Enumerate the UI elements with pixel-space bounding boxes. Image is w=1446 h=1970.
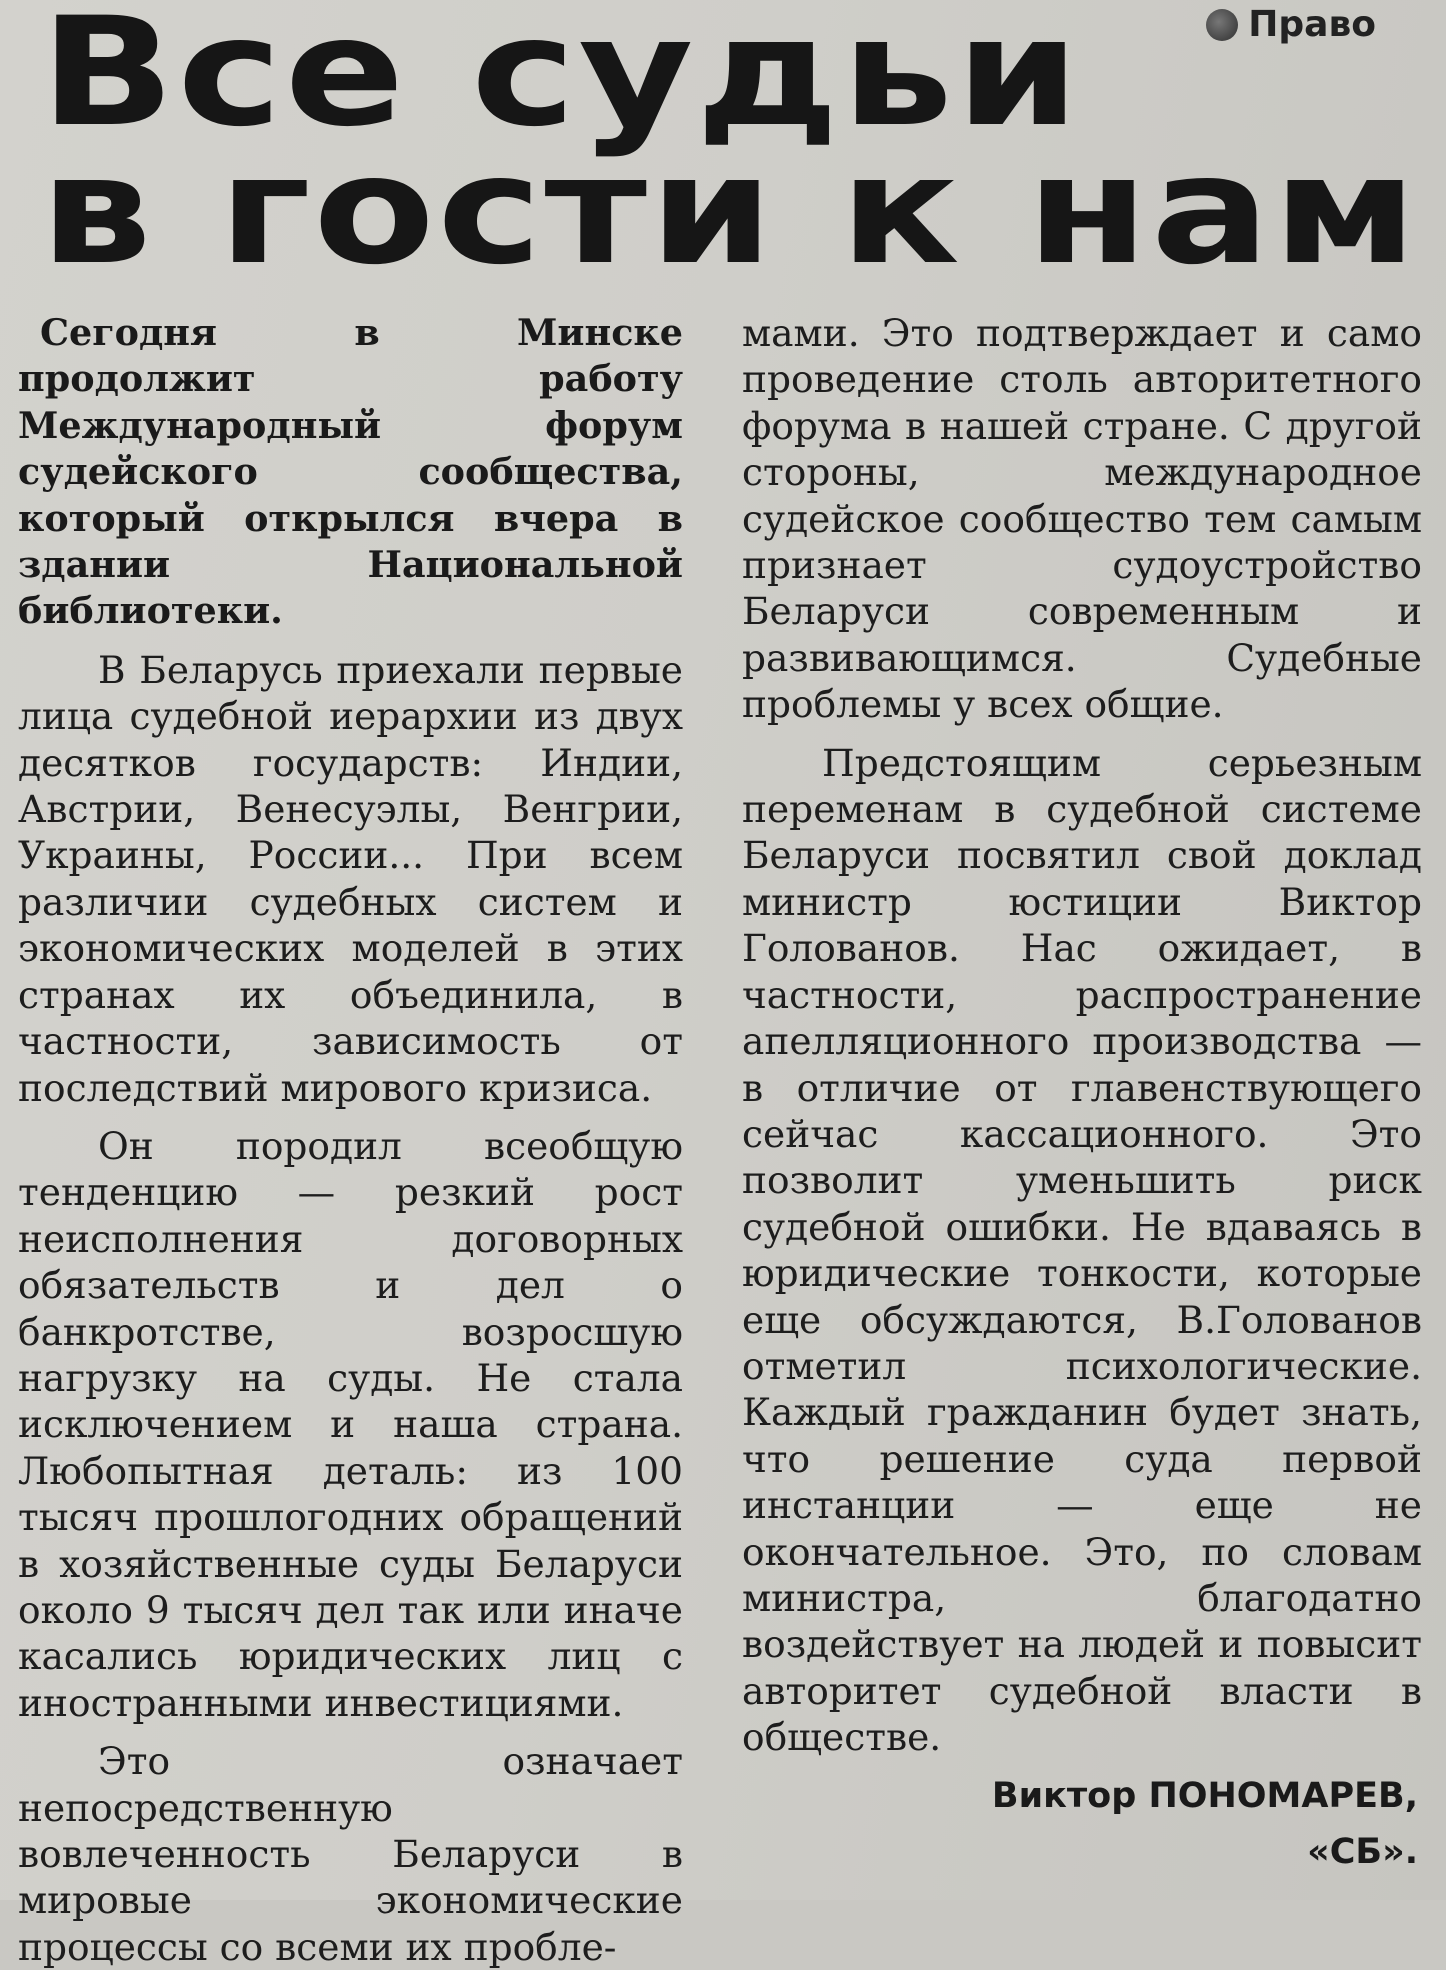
byline-outlet: «СБ». bbox=[1307, 1832, 1418, 1872]
article-column-left bbox=[18, 310, 683, 1970]
article-byline bbox=[992, 1768, 1418, 1880]
headline-line-1: Все судьи bbox=[40, 0, 1082, 160]
article-paragraph: Это означает непосредственную вовлеченность Беларуси в мировые экономические процессы со всеми их пробле- bbox=[18, 1739, 683, 1969]
article-lead: Сегодня в Минске продолжит работу Международный форум судейского сообщества, который открылся вчера в здании Национальной библиотеки. bbox=[18, 311, 683, 633]
article-paragraph: В Беларусь приехали первые лица судебной иерархии из двух десятков государств: Индии, Австрии, Венесуэлы, Венгрии, Украины, России... При всем различии судебных систем и экономических моделей в этих странах их объединила, в частности, зависимость от последствий мирового кризиса. bbox=[18, 647, 683, 1110]
article-paragraph: Предстоящим серьезным переменам в судебной системе Беларуси посвятил свой доклад министр юстиции Виктор Голованов. Нас ожидает, в частности, распространение апелляционного производства — в отличие от главенствующего сейчас кассационного. Это позволит уменьшить риск судебной ошибки. Не вдаваясь в юридические тонкости, которые еще обсуждаются, В.Голованов отметил психологические. Каждый гражданин будет знать, что решение суда первой инстанции — еще не окончательное. Это, по словам министра, благодатно воздействует на людей и повысит авторитет судебной власти в обществе. bbox=[742, 740, 1422, 1760]
byline-author: Виктор ПОНОМАРЕВ, bbox=[991, 1776, 1418, 1816]
headline-line-2: в гости к нам bbox=[40, 124, 1420, 298]
article-paragraph: мами. Это подтверждает и само проведение столь авторитетного форума в нашей стране. С другой стороны, международное судейское сообщество тем самым признает судоустройство Беларуси современным и развивающимся. Судебные проблемы у всех общие. bbox=[742, 311, 1422, 727]
rubric-label: Право bbox=[1248, 4, 1376, 45]
article-headline bbox=[40, 0, 1420, 298]
article-column-right bbox=[742, 310, 1422, 1761]
article-paragraph: Он породил всеобщую тенденцию — резкий рост неисполнения договорных обязательств и дел о банкротстве, возросшую нагрузку на суды. Не стала исключением и наша страна. Любопытная деталь: из 100 тысяч прошлогодних обращений в хозяйственные суды Беларуси около 9 тысяч дел так или иначе касались юридических лиц с иностранными инвестициями. bbox=[18, 1123, 683, 1725]
